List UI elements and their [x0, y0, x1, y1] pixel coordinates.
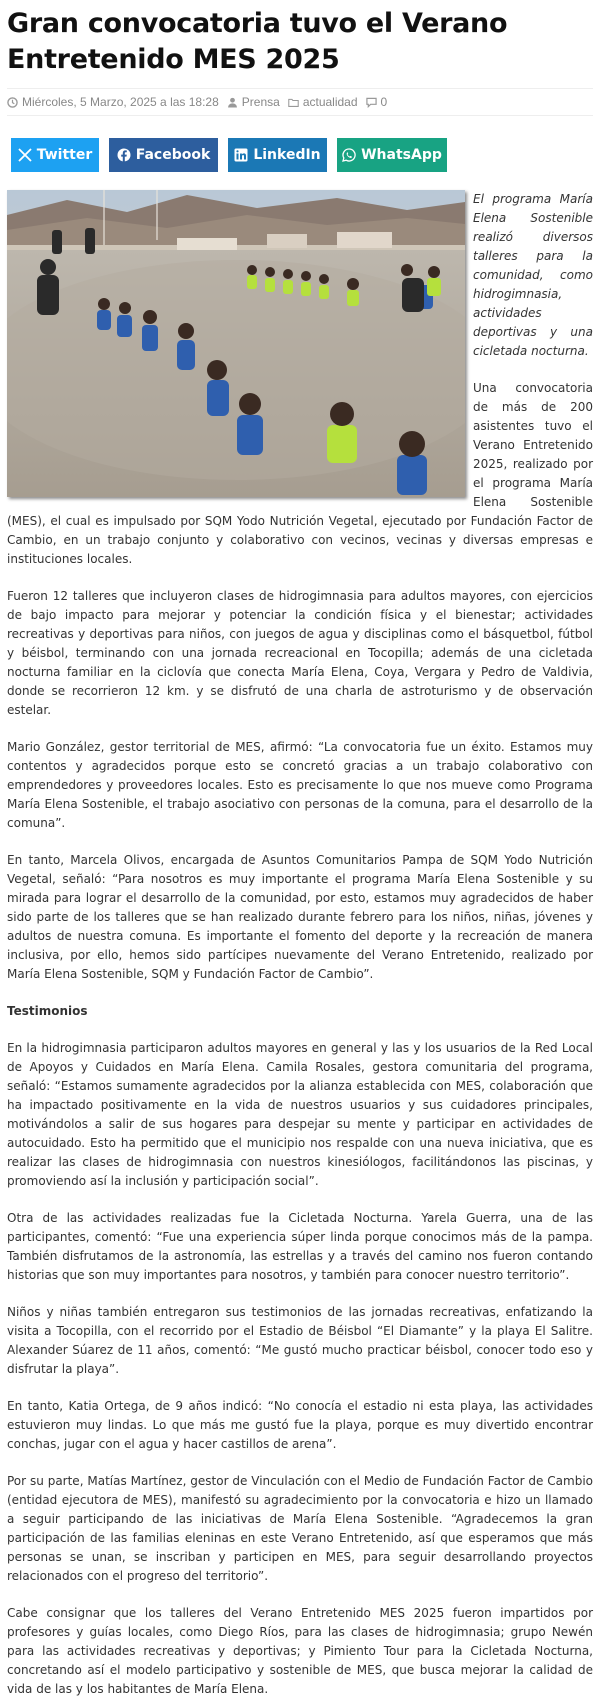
comment-icon — [366, 97, 377, 108]
meta-author[interactable] — [227, 89, 280, 115]
paragraph-1: Una convocatoria de más de 200 asistentes tuvo el Verano Entretenido 2025, realizado por el programa María Elena Sostenible (MES), el cual es impulsado por SQM Yodo Nutrición Vegetal, ejecutado por Fundación Factor de Cambio, en un trabajo conjunto y colaborativo con vecinos, vecinas y diversas empresas e instituciones locales. — [7, 381, 593, 566]
article-page — [0, 6, 600, 1699]
twitter-label: Twitter — [36, 147, 93, 163]
meta-date — [7, 89, 219, 115]
article-lead: El programa María Elena Sostenible realizó diversos talleres para la comunidad, como hidrogimnasia, actividades deportivas y una cicletada nocturna. — [473, 192, 593, 358]
facebook-share-button[interactable] — [109, 138, 218, 172]
testimonial-paragraph-2: Otra de las actividades realizadas fue la Cicletada Nocturna. Yarela Guerra, una de las participantes, comentó: “Fue una experiencia súper linda porque conocimos más de la pampa. También disfrutamos de la astronomía, las estrellas y a través del camino nos fueron contando historias que son muy importantes para nosotros, y también para conocer nuestro territorio”. — [7, 1211, 593, 1282]
twitter-share-button[interactable] — [11, 138, 99, 172]
whatsapp-icon — [342, 148, 356, 162]
paragraph-4: En tanto, Marcela Olivos, encargada de Asuntos Comunitarios Pampa de SQM Yodo Nutrición Vegetal, señaló: “Para nosotros es muy importante el programa María Elena Sostenible y su mirada para lograr el desarrollo de la comunidad, por esto, estamos muy agradecidos de haber sido parte de los talleres que se han realizado durante febrero para los niños, niñas, jóvenes y adultos de nuestra comuna. Es importante el fomento del deporte y la recreación de manera inclusiva, por ello, hemos sido partícipes nuevamente del Verano Entretenido, realizado por María Elena Sostenible, SQM y Fundación Factor de Cambio”. — [7, 853, 593, 981]
x-logo-icon — [18, 148, 32, 162]
category-link[interactable]: actualidad — [302, 95, 358, 109]
meta-category[interactable] — [288, 89, 358, 115]
facebook-icon — [117, 148, 131, 162]
facebook-label: Facebook — [135, 147, 211, 163]
share-buttons — [11, 138, 593, 172]
whatsapp-share-button[interactable] — [337, 138, 447, 172]
meta-comments[interactable] — [366, 89, 388, 115]
author-link[interactable]: Prensa — [241, 95, 280, 109]
testimonial-paragraph-3: Niños y niñas también entregaron sus testimonios de las jornadas recreativas, enfatizando la visita a Tocopilla, con el recorrido por el Estadio de Béisbol “El Diamante” y la playa El Salitre. Alexander Súarez de 11 años, comentó: “Me gustó mucho practicar béisbol, conocer todo eso y disfrutar la playa”. — [7, 1305, 593, 1376]
beach-activity-photo — [7, 190, 465, 497]
user-icon — [227, 97, 238, 108]
linkedin-label: LinkedIn — [253, 147, 321, 163]
article-title: Gran convocatoria tuvo el Verano Entretenido MES 2025 — [7, 8, 508, 75]
paragraph-3: Mario González, gestor territorial de MES, afirmó: “La convocatoria fue un éxito. Estamos muy contentos y agradecidos porque esto se concretó gracias a un trabajo colaborativo con emprendedores y proveedores locales. Esto es precisamente lo que nos mueve como Programa María Elena Sostenible, el trabajo asociativo con personas de la comuna, para el desarrollo de la comuna”. — [7, 740, 593, 830]
testimonial-paragraph-4: En tanto, Katia Ortega, de 9 años indicó: “No conocía el estadio ni esta playa, las actividades estuvieron muy lindas. Lo que más me gustó fue la playa, porque es muy divertido encontrar conchas, jugar con el agua y hacer castillos de arena”. — [7, 1399, 593, 1451]
testimonial-paragraph-6: Cabe consignar que los talleres del Verano Entretenido MES 2025 fueron impartidos por profesores y guías locales, como Diego Ríos, para las clases de hidrogimnasia; grupo Newén para las actividades recreativas y deportivas; y Pimiento Tour para la Cicletada Nocturna, concretando así el modelo participativo y sostenible de MES, que busca mejorar la calidad de vida de las y los habitantes de María Elena. — [7, 1606, 593, 1696]
paragraph-2: Fueron 12 talleres que incluyeron clases de hidrogimnasia para adultos mayores, con ejercicios de bajo impacto para mejorar y potenciar la condición física y el bienestar; actividades recreativas y deportivas para niños, con juegos de agua y disciplinas como el básquetbol, fútbol y béisbol, terminando con una jornada recreacional en Tocopilla; además de una cicletada nocturna familiar en la ciclovía que conecta María Elena, Coya, Vergara y Pedro de Valdivia, donde se recorrieron 12 km. y se disfrutó de una charla de astroturismo y de observación estelar. — [7, 589, 593, 717]
article-photo — [7, 190, 465, 497]
comments-count[interactable]: 0 — [380, 95, 388, 109]
clock-icon — [7, 97, 18, 108]
testimonial-paragraph-1: En la hidrogimnasia participaron adultos mayores en general y las y los usuarios de la Red Local de Apoyos y Cuidados en María Elena. Camila Rosales, gestora comunitaria del programa, señaló: “Estamos sumamente agradecidos por la alianza establecida con MES, colaboración que ha impactado positivamente en la vida de nuestros usuarios y sus cuidadores principales, motivándolos a salir de sus hogares para despejar su mente y participar en actividades de autocuidado. Esto ha permitido que el municipio nos respalde con una nueva iniciativa, que es realizar las clases de hidrogimnasia con nuestros kinesiólogos, facilitándonos las piscinas, y promoviendo así la inclusión y participación social”. — [7, 1041, 593, 1188]
linkedin-share-button[interactable] — [228, 138, 327, 172]
testimonial-paragraph-5: Por su parte, Matías Martínez, gestor de Vinculación con el Medio de Fundación Factor de Cambio (entidad ejecutora de MES), manifestó su agradecimiento por la convocatoria e hizo un llamado a seguir participando de las iniciativas de María Elena Sostenible. “Agradecemos la gran participación de las familias eleninas en este Verano Entretenido, así que esperamos que más personas se unan, se inscriban y participen en MES, para seguir desarrollando proyectos relacionados con el progreso del territorio”. — [7, 1474, 593, 1583]
article-body — [7, 190, 593, 1699]
subheading-testimonios: Testimonios — [7, 1004, 88, 1018]
article-meta — [7, 88, 593, 116]
whatsapp-label: WhatsApp — [361, 147, 442, 163]
date-text: Miércoles, 5 Marzo, 2025 a las 18:28 — [22, 95, 219, 109]
folder-icon — [288, 97, 299, 108]
linkedin-icon — [234, 148, 248, 162]
